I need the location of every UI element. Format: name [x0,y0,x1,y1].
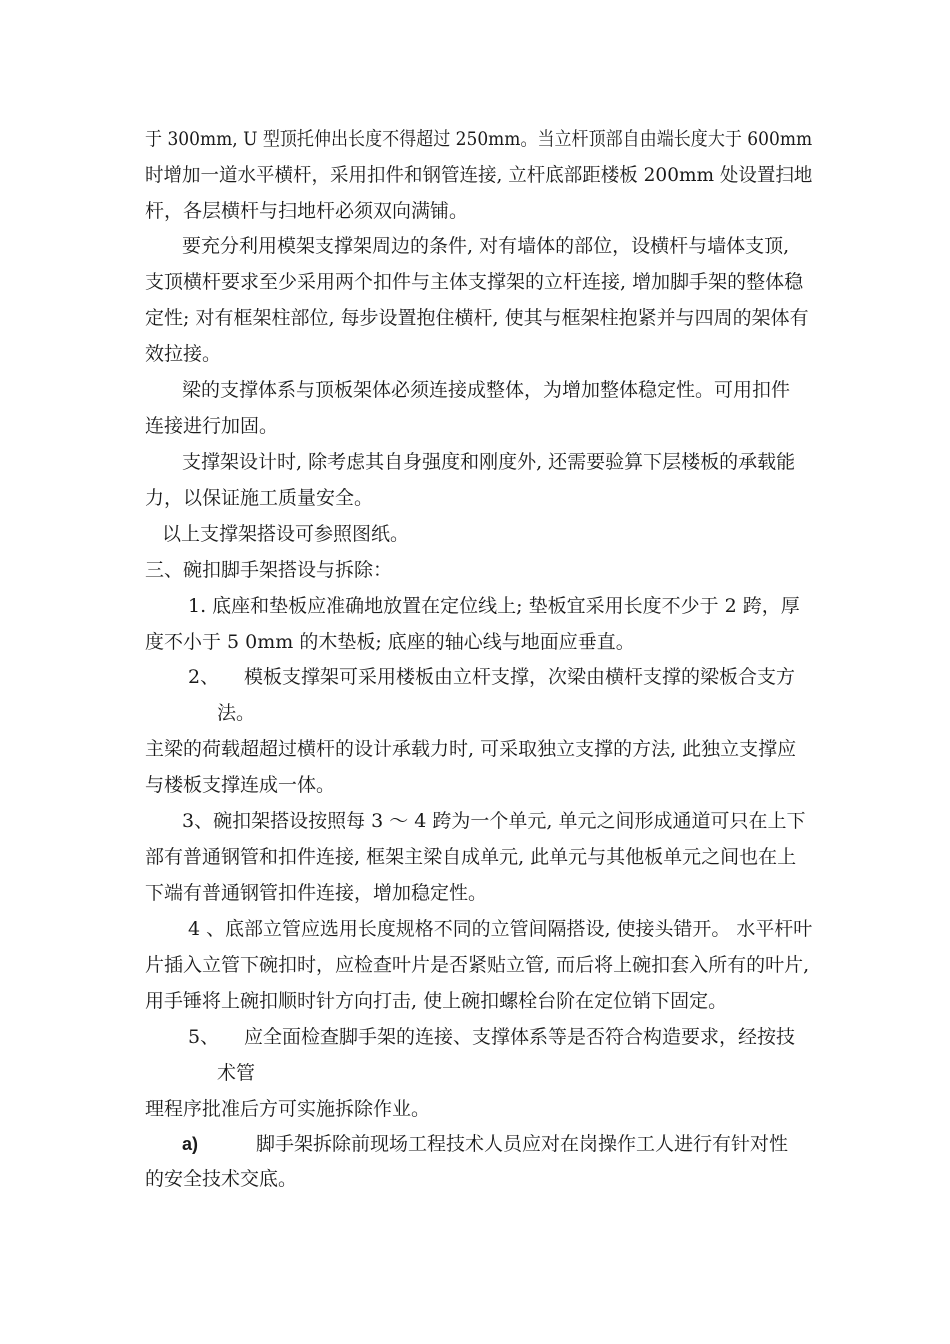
text-line: 以上支撑架搭设可参照图纸。 [162,523,410,545]
text-line: 时增加一道水平横杆，采用扣件和钢管连接, 立杆底部距楼板 200mm 处设置扫地 [145,164,813,186]
text-line: 支顶横杆要求至少采用两个扣件与主体支撑架的立杆连接, 增加脚手架的整体稳 [145,271,804,293]
section-heading: 三、碗扣脚手架搭设与拆除： [145,559,393,581]
text-line: 片插入立管下碗扣时，应检查叶片是否紧贴立管, 而后将上碗扣套入所有的叶片, [145,954,810,976]
text-line: 于 300mm, U 型顶托伸出长度不得超过 250mm。当立杆顶部自由端长度大于 600mm [145,128,813,150]
text-line: 的安全技术交底。 [145,1168,298,1190]
text-line: 4 、底部立管应选用长度规格不同的立管间隔搭设, 使接头错开。 水平杆叶 [188,918,813,940]
text-line: 度不小于 5 0mm 的木垫板; 底座的轴心线与地面应垂直。 [145,631,635,653]
text-line: 连接进行加固。 [145,415,279,437]
text-line: 与楼板支撑连成一体。 [145,774,336,796]
text-line: 1. 底座和垫板应准确地放置在定位线上; 垫板宜采用长度不少于 2 跨，厚 [188,595,800,617]
text-line: 要充分利用模架支撑架周边的条件, 对有墙体的部位，设横杆与墙体支顶, [182,235,790,257]
text-line: 应全面检查脚手架的连接、支撑体系等是否符合构造要求，经按技 [244,1026,796,1048]
text-line: 用手锤将上碗扣顺时针方向打击, 使上碗扣螺栓台阶在定位销下固定。 [145,990,728,1012]
text-line: 主梁的荷载超超过横杆的设计承载力时, 可采取独立支撑的方法, 此独立支撑应 [145,738,797,760]
text-line: 杆，各层横杆与扫地杆必须双向满铺。 [145,200,469,222]
list-number: 2、 [188,666,220,688]
text-line: 术管 [217,1062,256,1084]
text-line: 模板支撑架可采用楼板由立杆支撑，次梁由横杆支撑的梁板合支方 [244,666,796,688]
text-line: 定性; 对有框架柱部位, 每步设置抱住横杆, 使其与框架柱抱紧并与四周的架体有 [145,307,809,329]
text-line: 下端有普通钢管扣件连接，增加稳定性。 [145,882,488,904]
text-line: 脚手架拆除前现场工程技术人员应对在岗操作工人进行有针对性 [256,1133,789,1155]
text-line: 部有普通钢管和扣件连接, 框架主梁自成单元, 此单元与其他板单元之间也在上 [145,846,797,868]
list-number: 5、 [188,1026,220,1048]
text-line: 效拉接。 [145,343,222,365]
text-line: 理程序批准后方可实施拆除作业。 [145,1098,431,1120]
text-line: 法。 [217,702,256,724]
text-line: 梁的支撑体系与顶板架体必须连接成整体，为增加整体稳定性。可用扣件 [182,379,791,401]
list-letter: a) [182,1134,199,1154]
text-line: 支撑架设计时, 除考虑其自身强度和刚度外, 还需要验算下层楼板的承载能 [182,451,796,473]
text-line: 力，以保证施工质量安全。 [145,487,374,509]
text-line: 3、碗扣架搭设按照每 3 ～ 4 跨为一个单元, 单元之间形成通道可只在上下 [182,810,806,832]
